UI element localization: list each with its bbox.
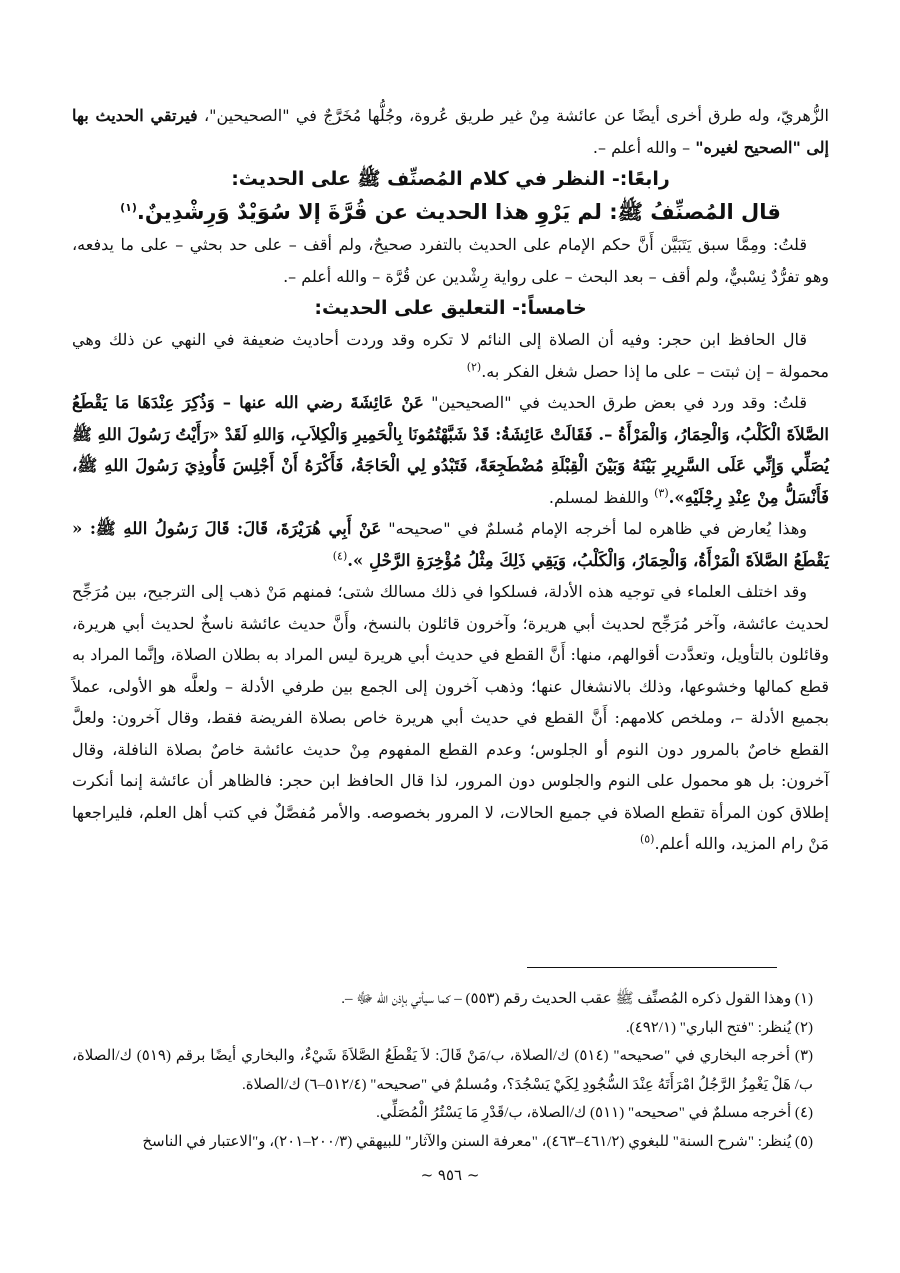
paragraph-6: [72, 576, 829, 860]
author-statement: [72, 195, 829, 229]
footnote-3: (٣) أخرجه البخاري في "صحيحه" (٥١٤) ك/الصلاة، ب/مَنْ قَالَ: لاَ يَقْطَعُ الصَّلاَةَ شَيْءٌ، والبخاري أيضًا برقم (٥١٩) ك/الصلاة، ب/ هَلْ يَغْمِزُ الرَّجُلُ امْرَأَتَهُ عِنْدَ السُّجُودِ لِكَيْ يَسْجُدَ؟، ومُسلمٌ في "صحيحه" (٥١٢/٤–٦) ك/الصلاة.: [72, 1048, 813, 1093]
page-body: [72, 100, 829, 860]
footnote-1: (١) وهذا القول ذكره المُصنِّف ﷺ عقب الحديث رقم (٥٥٣) – كما سيأتي بإذن الله ﷻ –.: [341, 991, 813, 1007]
paragraph-5: [72, 513, 829, 576]
footnote-divider: [527, 967, 777, 968]
footnote-2: (٢) يُنظر: "فتح الباري" (٤٩٢/١).: [625, 1019, 813, 1036]
paragraph-3-text: قال الحافظ ابن حجر: وفيه أن الصلاة إلى النائم لا تكره وقد وردت أحاديث ضعيفة في النهي عن ذلك وهي محمولة – إن ثبتت – على ما إذا حصل شغل الفكر به.: [72, 330, 829, 381]
paragraph-1-tail: – والله أعلم –.: [592, 137, 696, 157]
footnote-ref-4: (٤): [332, 549, 348, 563]
paragraph-4-tail: واللفظ لمسلم.: [548, 487, 655, 507]
paragraph-4: [72, 387, 829, 513]
footnote-ref-2: (٢): [466, 360, 482, 374]
paragraph-1-bold: فيرتقي الحديث بها إلى "الصحيح لغيره": [72, 106, 829, 157]
author-statement-text: قال المُصنِّفُ ﷺ: لم يَرْوِ هذا الحديث عن قُرَّةَ إلا سُوَيْدٌ وَرِشْدِينٌ.: [136, 200, 781, 224]
paragraph-2: قلتُ: ومِمَّا سبق يَتَبَيَّن أَنَّ حكم الإمام على الحديث بالتفرد صحيحٌ، ولم أقف – على حد بحثي – على ما يدفعه، وهو تفرُّدٌ نِسْبيٌّ، ولم أقف – بعد البحث – على رواية رِشْدين عن قُرَّة – والله أعلم –.: [72, 235, 829, 286]
paragraph-1-text: الزُّهريّ، وله طرق أخرى أيضًا عن عائشة مِنْ غير طريق عُروة، وجُلُّها مُخَرَّجٌ في "الصحيحين"،: [197, 106, 829, 125]
footnote-4: (٤) أخرجه مسلمٌ في "صحيحه" (٥١١) ك/الصلاة، ب/قَدْرِ مَا يَسْتُرُ الْمُصَلِّي.: [376, 1105, 813, 1121]
footnotes: [72, 985, 829, 1156]
footnote-ref-5: (٥): [639, 832, 655, 846]
page-number: ~ ٩٥٦ ~: [420, 1166, 480, 1184]
paragraph-4-intro: قلتُ: وقد ورد في بعض طرق الحديث في "الصحيحين": [423, 393, 807, 412]
footnote-ref-1: (١): [120, 201, 137, 214]
hadith-quote-aisha: عَنْ عَائِشَةَ رضي الله عنها – وَذُكِرَ عِنْدَهَا مَا يَقْطَعُ الصَّلاَةَ الْكَلْبُ، وَالْحِمَارُ، وَالْمَرْأَةُ –. فَقَالَتْ عَائِشَةُ: قَدْ شَبَّهْتُمُونَا بِالْحَمِيرِ وَالْكِلاَبِ، وَاللهِ لَقَدْ «رَأَيْتُ رَسُولَ اللهِ ﷺ يُصَلِّي وَإِنِّي عَلَى السَّرِيرِ بَيْنَهُ وَبَيْنَ الْقِبْلَةِ مُضْطَجِعَةً، فَتَبْدُو لِي الْحَاجَةُ، فَأَكْرَهُ أَنْ أَجْلِسَ فَأُوذِيَ رَسُولَ اللهِ ﷺ، فَأَنْسَلُّ مِنْ عِنْدِ رِجْلَيْهِ».: [72, 393, 829, 507]
hadith-quote-abu-hurayra: عَنْ أَبِي هُرَيْرَةَ، قَالَ: قَالَ رَسُولُ اللهِ ﷺ: « يَقْطَعُ الصَّلاَةَ الْمَرْأَةُ، وَالْحِمَارُ، وَالْكَلْبُ، وَيَقِي ذَلِكَ مِثْلُ مُؤْخِرَةِ الرَّحْلِ ».: [72, 519, 829, 570]
paragraph-1: [72, 100, 829, 163]
section-heading-5: خامساً:- التعليق على الحديث:: [314, 297, 587, 319]
paragraph-6-text: وقد اختلف العلماء في توجيه هذه الأدلة، فسلكوا في ذلك مسالك شتى؛ فمنهم مَنْ ذهب إلى الترجيح، بين مُرَجِّح لحديث عائشة، وآخر مُرَجِّح لحديث أبي هريرة؛ وآخرون قائلون بالنسخ، وأَنَّ حديث عائشة ناسخٌ لحديث أبي هريرة، وقائلون بالتأويل، وتعدَّدت أقوالهم، منها: أَنَّ القطع في حديث أبي هريرة ليس المراد به بطلان الصلاة، وإنَّما المراد به قطع كمالها وخشوعها، وذلك بالانشغال عنها؛ وذهب آخرون إلى الجمع بين طرفي الأدلة – ولعلَّه هو الأولى، عملاً بجميع الأدلة –، وملخص كلامهم: أَنَّ القطع في حديث أبي هريرة خاص بصلاة الفريضة فقط، وقال آخرون: ولعلَّ القطع خاصٌ بالمرور دون النوم أو الجلوس؛ وعدم القطع المفهوم مِنْ حديث عائشة خاصٌ بصلاة النافلة، وقال آخرون: بل هو محمول على النوم والجلوس دون المرور، لذا قال الحافظ ابن حجر: فالظاهر أن عائشة إنما أنكرت إطلاق كون المرأة تقطع الصلاة في جميع الحالات، لا المرور بخصوصه. والأمر مُفصَّلٌ في كتب أهل العلم، فليراجعها مَنْ رام المزيد، والله أعلم.: [72, 582, 830, 853]
paragraph-5-intro: وهذا يُعارض في ظاهره لما أخرجه الإمام مُسلمٌ في "صحيحه": [381, 519, 807, 538]
section-heading-4: رابعًا:- النظر في كلام المُصنِّف ﷺ على الحديث:: [231, 168, 670, 190]
paragraph-3: [72, 324, 829, 387]
footnote-ref-3: (٣): [654, 486, 669, 500]
footnote-5: (٥) يُنظر: "شرح السنة" للبغوي (٤٦١/٢–٤٦٣)، "معرفة السنن والآثار" للبيهقي (٢٠٠/٣–٢٠١)، و"الاعتبار في الناسخ: [142, 1133, 813, 1150]
